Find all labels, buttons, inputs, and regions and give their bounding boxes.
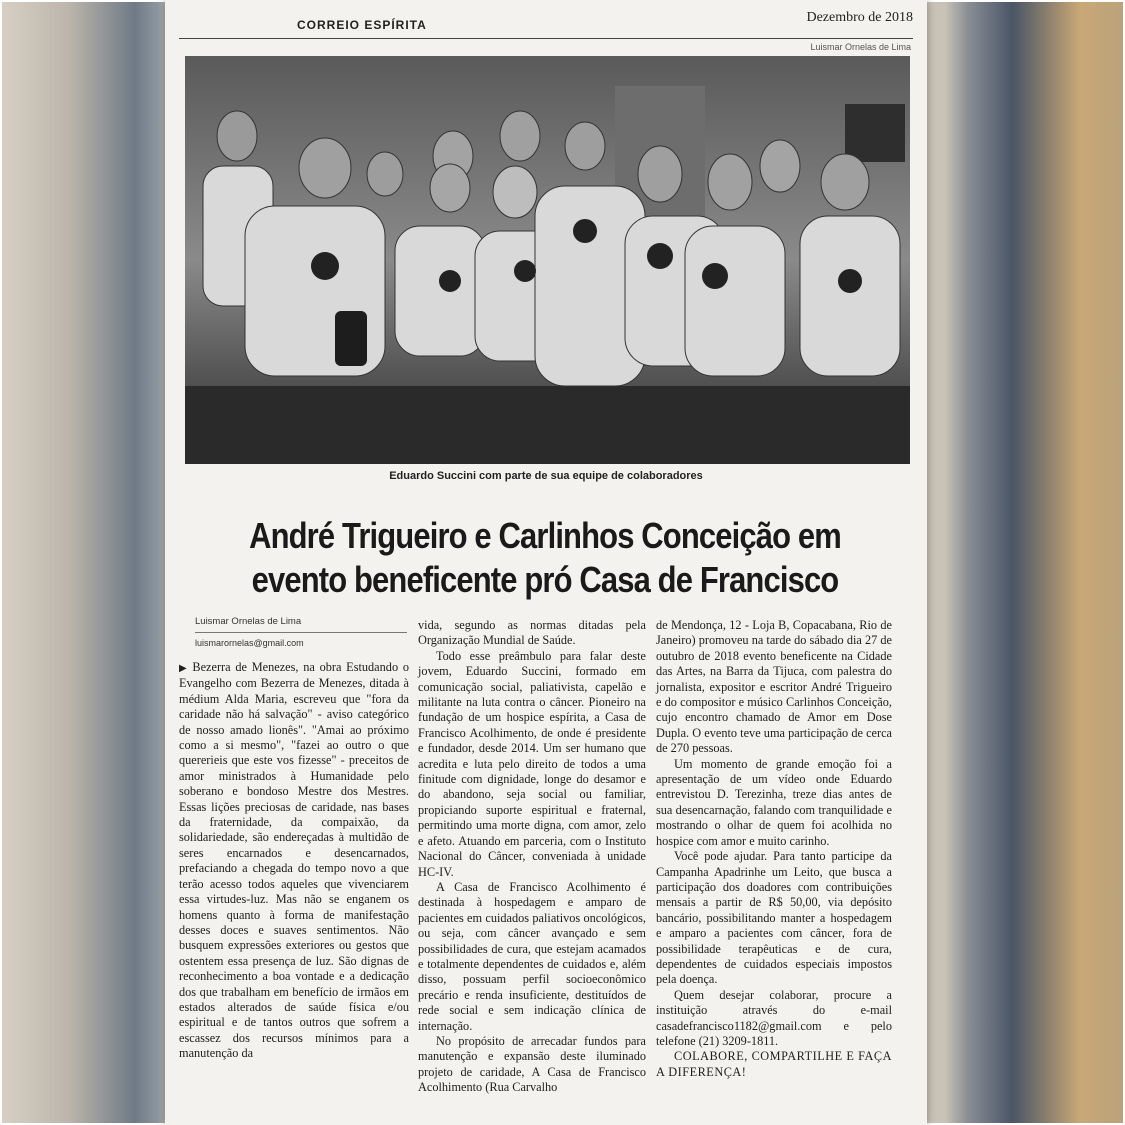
headline-line-1: André Trigueiro e Carlinhos Conceição em xyxy=(249,515,841,556)
paragraph: A Casa de Francisco Acolhimento é destinada à hospedagem e amparo de pacientes em cuidados paliativos oncológicos, ou seja, com câncer avançado e sem possibilidades de cura, que estejam acamados e totalmente dependentes de cuidados e, além disso, possuam perfil socioeconômico precário e renda insuficiente, destituídos de rede social e sem indicação clínica de internação. xyxy=(418,879,646,1033)
group-photo-illustration xyxy=(185,56,910,464)
byline-rule xyxy=(195,632,407,633)
article-column-2 xyxy=(418,618,646,1096)
publication-name: CORREIO ESPÍRITA xyxy=(297,18,427,32)
paragraph: Quem desejar colaborar, procure a instituição através do e-mail casadefrancisco1182@gmail.com e pelo telefone (21) 3209-1811. xyxy=(656,987,892,1048)
paragraph: Todo esse preâmbulo para falar deste jovem, Eduardo Succini, formado em comunicação social, paliativista, capelão e militante na luta contra o câncer. Pioneiro na fundação de um hospice espírita, a Casa de Francisco Acolhimento, de onde é presidente e fundador, desde 2014. Um ser humano que acredita e luta pelo direito de todos a uma finitude com dignidade, longe do desamor e do abandono, seja social ou familiar, propiciando suporte espiritual e fraternal, permitindo uma morte digna, com amor, zelo e afeto. Atuando em parceria, com o Instituto Nacional do Câncer, conveniada à unidade HC-IV. xyxy=(418,648,646,879)
paragraph: No propósito de arrecadar fundos para manutenção e expansão deste iluminado projeto de caridade, A Casa de Francisco Acolhimento (Rua Carvalho xyxy=(418,1033,646,1095)
photo-credit: Luismar Ornelas de Lima xyxy=(810,42,911,52)
article-column-3 xyxy=(656,618,892,1080)
headline-line-2: evento beneficente pró Casa de Francisco xyxy=(251,559,839,600)
paragraph: vida, segundo as normas ditadas pela Organização Mundial de Saúde. xyxy=(418,618,646,648)
author-email: luismarornelas@gmail.com xyxy=(195,638,304,648)
group-photo xyxy=(185,56,910,464)
masthead-rule xyxy=(179,38,913,39)
headline xyxy=(235,514,854,602)
photo-caption: Eduardo Succini com parte de sua equipe de colaboradores xyxy=(389,470,703,482)
issue-date: Dezembro de 2018 xyxy=(806,10,913,25)
paragraph xyxy=(179,660,409,1062)
paragraph: Você pode ajudar. Para tanto participe da Campanha Apadrinhe um Leito, que busca a participação dos doadores com contribuições mensais a partir de R$ 50,00, via depósito bancário, possibilitando manter a hospedagem e amparo a pacientes com câncer, fora de possibilidade terapêuticas e de cura, dependentes de cuidados especiais impostos pela doença. xyxy=(656,849,892,987)
author-byline: Luismar Ornelas de Lima xyxy=(195,616,302,627)
article-column-1 xyxy=(179,660,409,1062)
paragraph-text: Bezerra de Menezes, na obra Estudando o Evangelho com Bezerra de Menezes, ditada à médium Alda Maria, escreveu que "fora da caridade não há salvação" - aviso categórico de nosso amado lionês". "Amai ao próximo como a si mesmo", "fazei ao outro o que quererieis que este vos fizesse" - preceitos de amor ministrados à Humanidade pelo soberano e bondoso Mestre dos Mestres. Essas lições preciosas de caridade, nas bases da fraternidade, da compaixão, da solidariedade, são endereçadas à multidão de seres encarnados e desencarnados, prefaciando a chegada do tempo novo a que terão acesso todos aqueles que vivenciarem essa virtudes-luz. Mas não se enganem os homens quanto à forma de manifestação desses doces e suaves sentimentos. Não busquem expressões exteriores ou gestos que ostentem essa presença de luz. São dignas de reconhecimento a boa vontade e a dedicação dos que trabalham em benefício de irmãos em estados alterados de saúde física e/ou espiritual e de tantos outros que sofrem a escassez dos recursos mínimos para a manutenção da xyxy=(179,660,409,1061)
call-to-action: COLABORE, COMPARTILHE E FAÇA A DIFERENÇA! xyxy=(656,1049,892,1079)
newspaper-page xyxy=(165,0,927,1125)
triangle-bullet-icon: ▶ xyxy=(179,663,189,674)
paragraph: Um momento de grande emoção foi a apresentação de um vídeo onde Eduardo entrevistou D. Terezinha, treze dias antes de sua desencarnação, falando com tranquilidade e mostrando o olhar de quem foi acolhida no hospice com amor e muito carinho. xyxy=(656,756,892,848)
paragraph: de Mendonça, 12 - Loja B, Copacabana, Rio de Janeiro) promoveu na tarde do sábado dia 27 de outubro de 2018 evento beneficente na Cidade das Artes, na Barra da Tijuca, com palestra do jornalista, expositor e escritor André Trigueiro e do compositor e músico Carlinhos Conceição, cujo encontro chamado de Amor em Dose Dupla. O evento teve uma participação de cerca de 270 pessoas. xyxy=(656,618,892,756)
